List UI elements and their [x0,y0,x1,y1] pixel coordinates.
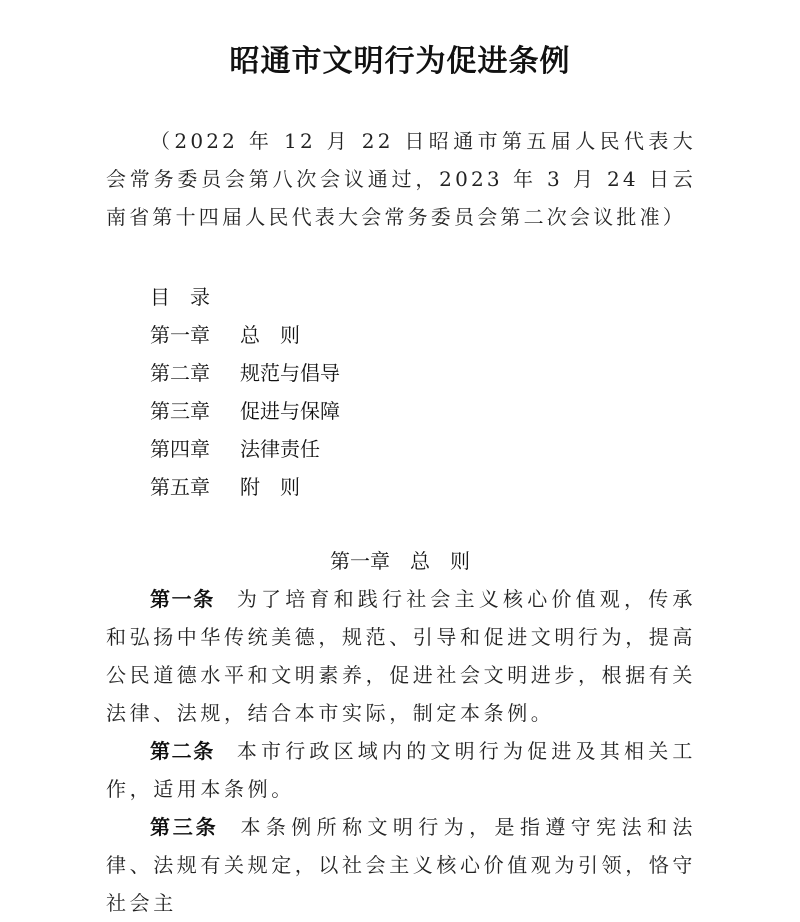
chapter-heading: 第一章 总 则 [330,549,470,573]
document-title: 昭通市文明行为促进条例 [229,44,571,79]
toc-chapter-name: 总 则 [240,323,300,347]
toc-chapter-number: 第四章 [150,437,210,461]
article-text: 本市行政区域内的文明行为促进及其相关工作，适用本条例。 [106,739,697,801]
toc-chapter-number: 第三章 [150,399,210,423]
table-of-contents [150,278,340,506]
chapter-body [106,580,696,922]
toc-item-chapter-1 [150,316,340,354]
toc-item-chapter-5 [150,468,340,506]
article-label: 第三条 [150,815,219,839]
toc-chapter-name: 促进与保障 [240,399,340,423]
toc-chapter-number: 第一章 [150,323,210,347]
toc-heading: 目 录 [150,285,210,309]
article-1 [106,580,696,732]
toc-chapter-name: 附 则 [240,475,300,499]
toc-item-chapter-4 [150,430,340,468]
toc-chapter-number: 第二章 [150,361,210,385]
toc-chapter-name: 法律责任 [240,437,320,461]
toc-chapter-number: 第五章 [150,475,210,499]
adoption-note: （2022 年 12 月 22 日昭通市第五届人民代表大会常务委员会第八次会议通过，2023 年 3 月 24 日云南省第十四届人民代表大会常务委员会第二次会议批准） [106,129,696,229]
article-text: 为了培育和践行社会主义核心价值观，传承和弘扬中华传统美德，规范、引导和促进文明行为，提高公民道德水平和文明素养，促进社会文明进步，根据有关法律、法规，结合本市实际，制定本条例。 [106,587,697,725]
article-3 [106,808,696,922]
article-label: 第二条 [150,739,215,763]
toc-item-chapter-2 [150,354,340,392]
toc-chapter-name: 规范与倡导 [240,361,340,385]
toc-item-chapter-3 [150,392,340,430]
article-text: 本条例所称文明行为，是指遵守宪法和法律、法规有关规定，以社会主义核心价值观为引领，恪守社会主 [106,815,696,915]
article-label: 第一条 [150,587,215,611]
article-2 [106,732,696,808]
